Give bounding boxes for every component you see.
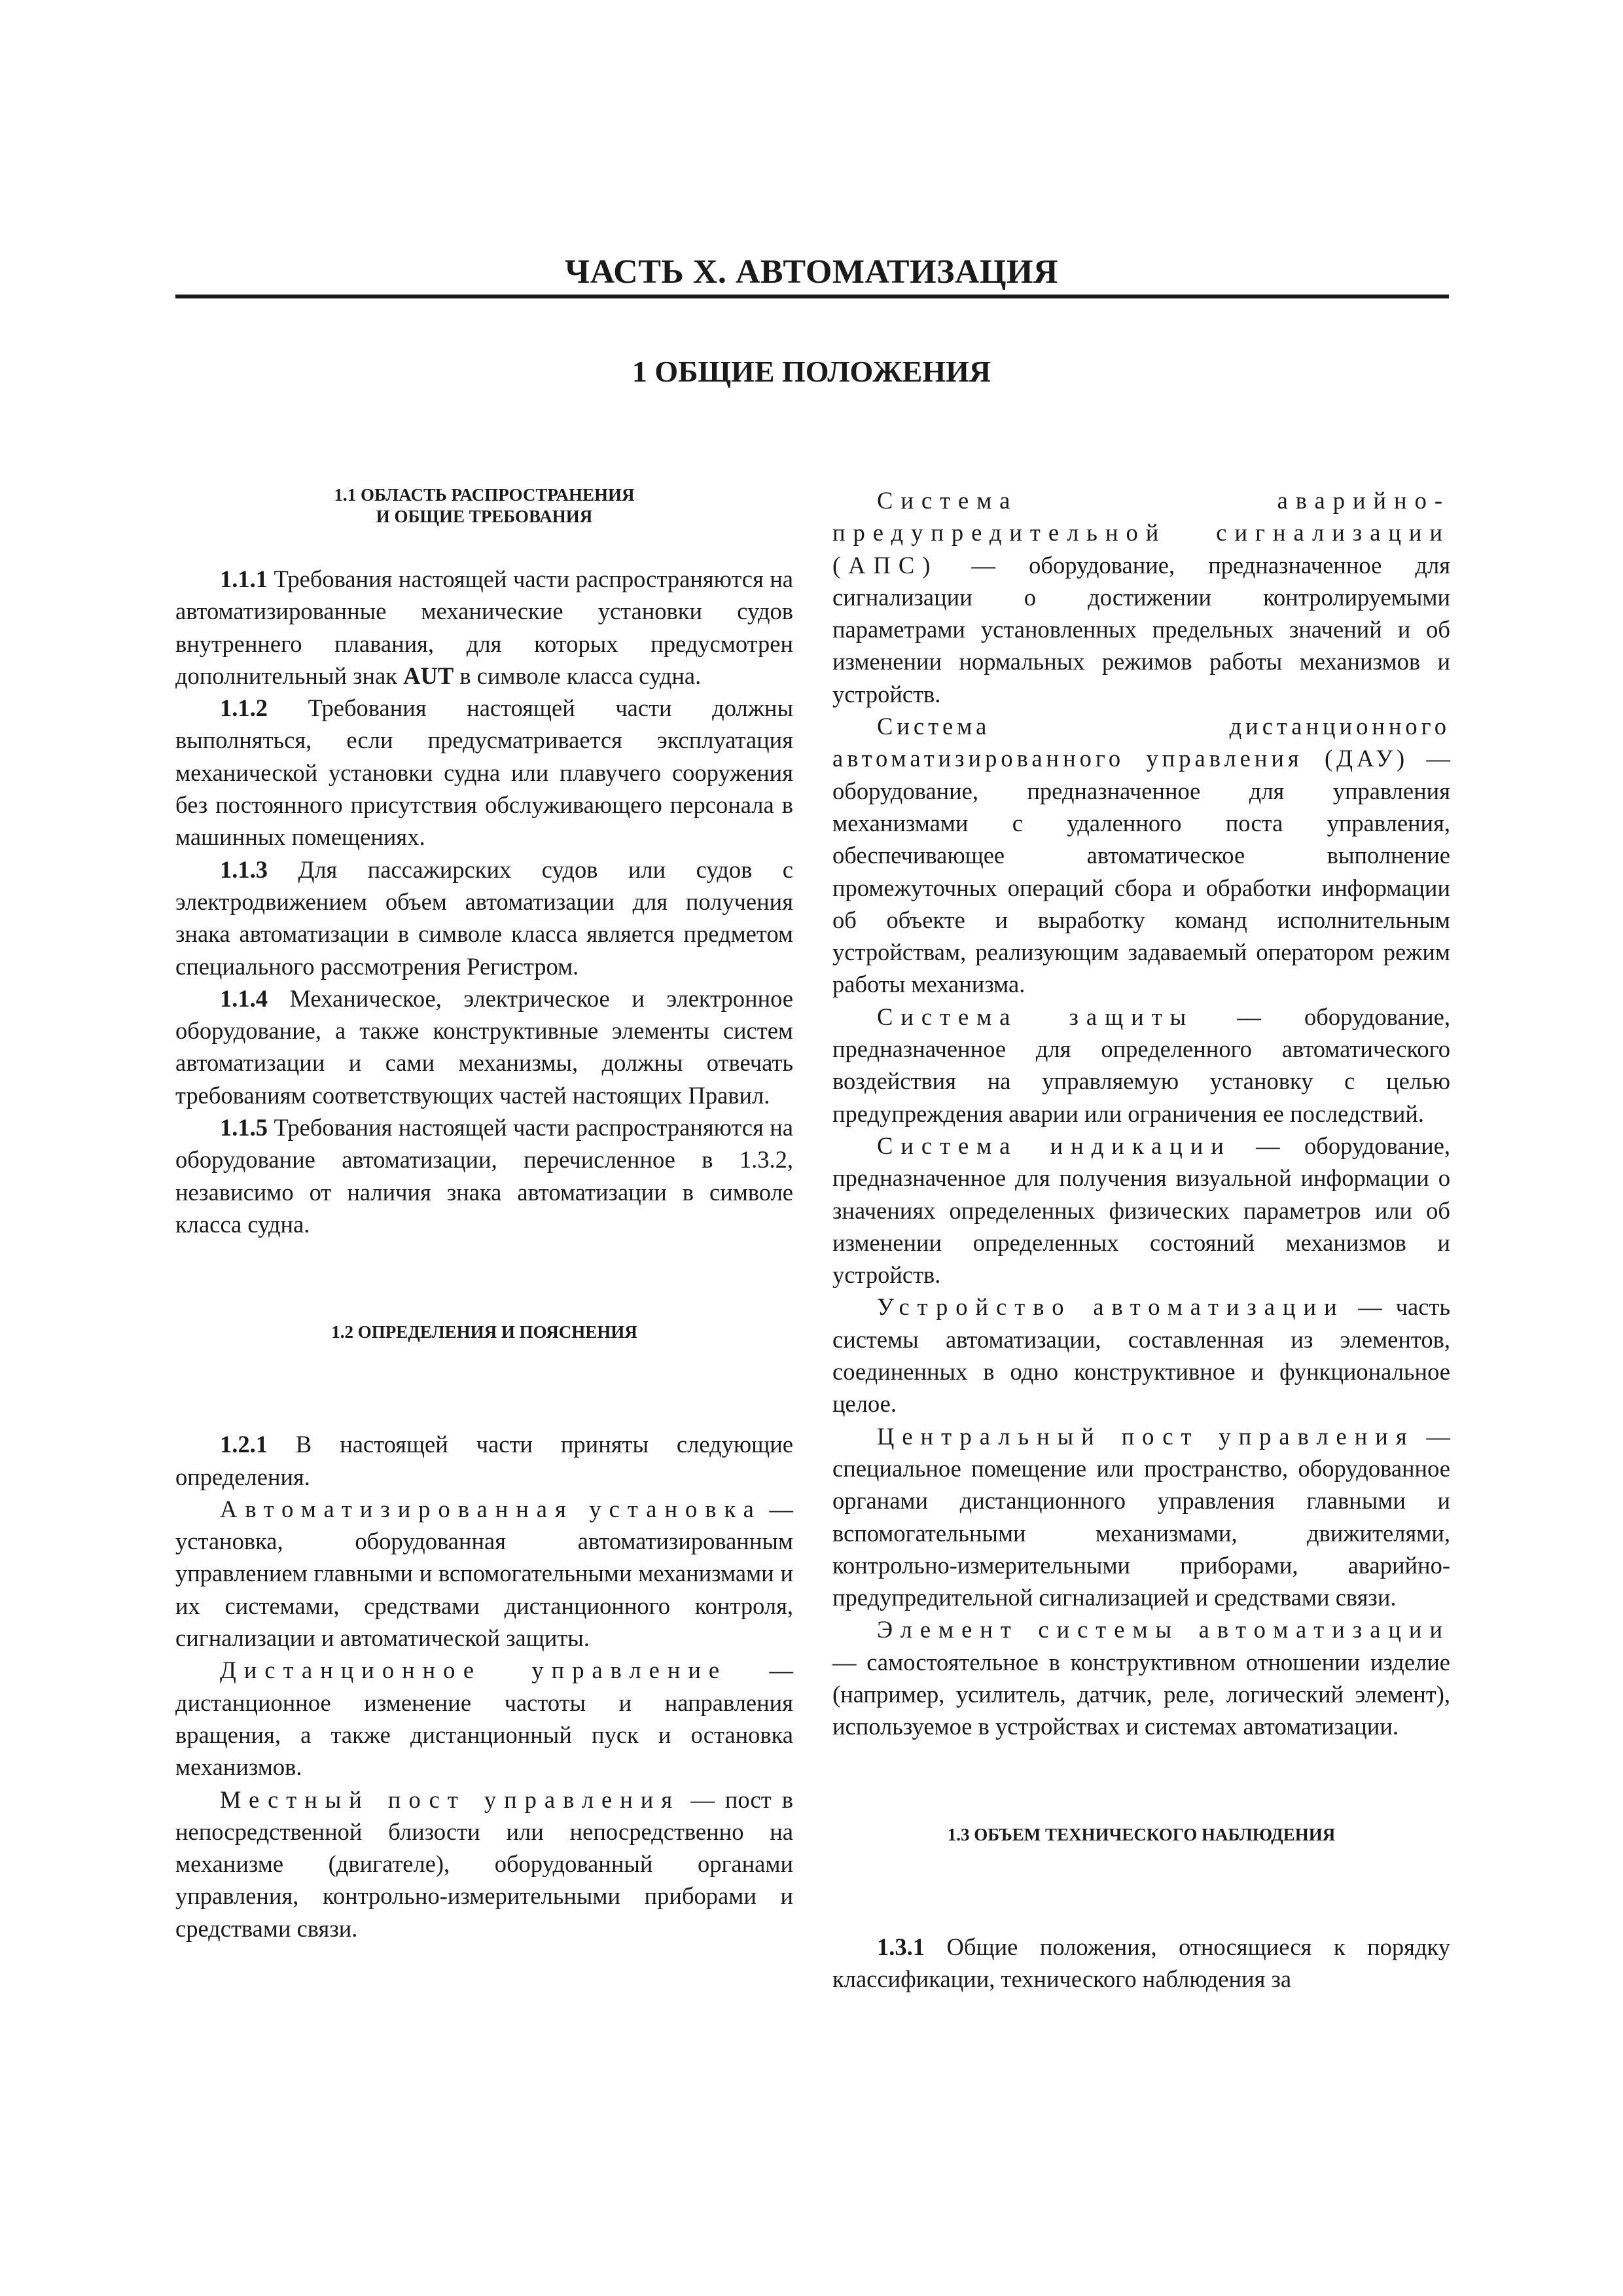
- paragraph-number: 1.1.4: [220, 984, 268, 1012]
- subsection-heading-1-1: [175, 484, 793, 528]
- right-column: [832, 484, 1450, 1995]
- definition-text: — специальное помещение или пространство, оборудованное органами дистанционного управления главными и вспомогательными механизмами, движителями, контрольно-измерительными приборами, аварийно-предупредительной сигнализацией и средствами связи.: [832, 1422, 1451, 1611]
- paragraph-text: Требования настоящей части должны выполняться, если предусматривается эксплуатация механической установки судна или плавучего сооружения без постоянного присутствия обслуживающего персонала в машинных помещениях.: [175, 694, 793, 851]
- definition-term: Устройство автоматизации: [877, 1293, 1345, 1321]
- paragraph-number: 1.3.1: [877, 1933, 925, 1960]
- definition-text: — оборудование, предназначенное для управления механизмами с удаленного поста управления, обеспечивающее автоматическое выполнение промежуточных операций сбора и обработки информации об объекте и выработку команд исполнительным устройствам, реализующим задаваемый оператором режим работы механизма.: [832, 745, 1450, 998]
- paragraph-1-3-1: [832, 1931, 1450, 1996]
- paragraph-number: 1.2.1: [220, 1431, 268, 1458]
- paragraph-text: Требования настоящей части распространяются на автоматизированные механические установки судов внутреннего плавания, для которых предусмотрен дополнительный знак: [175, 565, 793, 689]
- definition-text: — установка, оборудованная автоматизированным управлением главными и вспомогательными механизмами и их системами, средствами дистанционного контроля, сигнализации и автоматической защиты.: [175, 1495, 794, 1652]
- title-rule: [175, 295, 1449, 298]
- definition-term: Система аварийно-предупредительной сигнализации (АПС): [832, 487, 1450, 579]
- section-title: 1 ОБЩИЕ ПОЛОЖЕНИЯ: [632, 355, 991, 388]
- definition-alarm-system: [832, 484, 1450, 710]
- subsection-heading-1-1-line1: 1.1 ОБЛАСТЬ РАСПРОСТРАНЕНИЯ: [334, 485, 635, 505]
- subsection-heading-1-2: 1.2 ОПРЕДЕЛЕНИЯ И ПОЯСНЕНИЯ: [331, 1322, 637, 1342]
- definition-remote-control: [175, 1654, 793, 1783]
- definition-term: Система индикации: [877, 1132, 1232, 1159]
- paragraph-1-1-5: [175, 1111, 793, 1240]
- paragraph-1-1-1: [175, 563, 793, 692]
- definition-text: — оборудование, предназначенное для сигнализации о достижении контролируемыми параметрами установленных предельных значений и об изменении нормальных режимов работы механизмов и устройств.: [832, 551, 1450, 708]
- definition-text: — оборудование, предназначенное для определенного автоматического воздействия на управляемую установку с целью предупреждения аварии или ограничения ее последствий.: [832, 1003, 1450, 1127]
- definition-text: — дистанционное изменение частоты и направления вращения, а также дистанционный пуск и остановка механизмов.: [175, 1657, 793, 1781]
- paragraph-text: Общие положения, относящиеся к порядку классификации, технического наблюдения за: [832, 1933, 1450, 1992]
- paragraph-text: Для пассажирских судов или судов с электродвижением объем автоматизации для получения знака автоматизации в символе класса является предметом специального рассмотрения Регистром.: [175, 855, 793, 980]
- definition-text: — самостоятельное в конструктивном отношении изделие (например, усилитель, датчик, реле, логический элемент), используемое в устройствах и системах автоматизации.: [832, 1648, 1450, 1740]
- definition-automation-device: [832, 1291, 1450, 1420]
- definition-term: Система защиты: [877, 1003, 1194, 1030]
- subsection-heading-1-3: 1.3 ОБЪЕМ ТЕХНИЧЕСКОГО НАБЛЮДЕНИЯ: [947, 1824, 1336, 1844]
- paragraph-1-2-1: [175, 1428, 793, 1493]
- aut-mark: AUT: [403, 662, 454, 689]
- definition-term: Местный пост управления: [220, 1785, 681, 1813]
- paragraph-1-1-2: [175, 692, 793, 853]
- paragraph-text: В настоящей части приняты следующие определения.: [175, 1431, 793, 1490]
- paragraph-number: 1.1.1: [220, 565, 268, 592]
- paragraph-text: в символе класса судна.: [454, 662, 702, 689]
- definition-automated-installation: [175, 1493, 793, 1654]
- definition-indication-system: [832, 1130, 1450, 1291]
- definition-term: Элемент системы автоматизации: [877, 1616, 1450, 1643]
- definition-remote-automated-control: [832, 710, 1450, 1001]
- definition-text: — оборудование, предназначенное для получения визуальной информации о значениях определенных физических параметров или об изменении определенных состояний механизмов и устройств.: [832, 1132, 1450, 1289]
- definition-term: Автоматизированная установка: [220, 1495, 762, 1522]
- definition-protection-system: [832, 1001, 1450, 1130]
- paragraph-1-1-3: [175, 853, 793, 982]
- definition-text: — часть системы автоматизации, составленная из элементов, соединенных в одно конструктивное и функциональное целое.: [832, 1293, 1450, 1418]
- definition-term: Система дистанционного автоматизированного управления (ДАУ): [832, 713, 1450, 772]
- paragraph-1-1-4: [175, 982, 793, 1111]
- paragraph-number: 1.1.2: [220, 694, 268, 722]
- definition-central-control-station: [832, 1420, 1450, 1614]
- paragraph-number: 1.1.5: [220, 1114, 268, 1141]
- definition-text: — пост в непосредственной близости или непосредственно на механизме (двигателе), оборудованный органами управления, контрольно-измерительными приборами и средствами связи.: [175, 1785, 793, 1942]
- paragraph-number: 1.1.3: [220, 855, 268, 883]
- definition-local-control-station: [175, 1784, 793, 1945]
- paragraph-text: Механическое, электрическое и электронное оборудование, а также конструктивные элементы систем автоматизации и сами механизмы, должны отвечать требованиям соответствующих частей настоящих Правил.: [175, 984, 793, 1109]
- left-column: [175, 484, 793, 1945]
- subsection-heading-1-1-line2: И ОБЩИЕ ТРЕБОВАНИЯ: [376, 507, 593, 526]
- paragraph-text: Требования настоящей части распространяются на оборудование автоматизации, перечисленное в 1.3.2, независимо от наличия знака автоматизации в символе класса судна.: [175, 1114, 793, 1238]
- definition-term: Дистанционное управление: [220, 1657, 728, 1684]
- definition-term: Центральный пост управления: [877, 1422, 1415, 1450]
- part-title: ЧАСТЬ X. АВТОМАТИЗАЦИЯ: [565, 253, 1058, 291]
- definition-automation-element: [832, 1613, 1450, 1742]
